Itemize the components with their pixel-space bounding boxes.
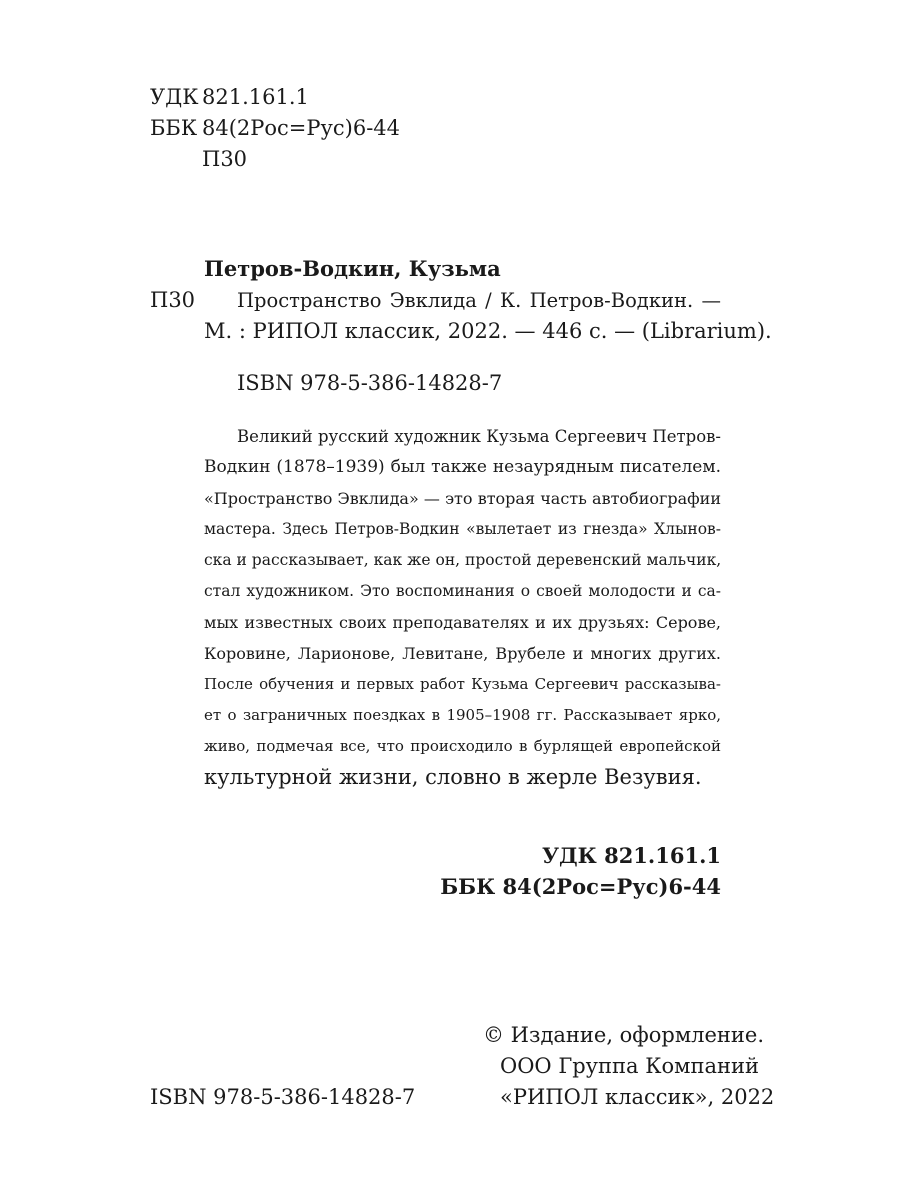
copyright-line: «РИПОЛ классик», 2022 (500, 1085, 775, 1109)
footer-udk: УДК 821.161.1 (541, 843, 721, 868)
annotation-line: Коровине, Ларионове, Левитане, Врубеле и многих других. (204, 644, 721, 663)
annotation-line: Великий русский художник Кузьма Сергеевич Петров- (237, 427, 721, 446)
bibliographic-line: М. : РИПОЛ классик, 2022. — 446 с. — (Librarium). (204, 319, 772, 343)
author-heading: Петров-Водкин, Кузьма (204, 256, 501, 281)
annotation-line: живо, подмечая все, что происходило в бурлящей европейской (204, 737, 721, 755)
udk-value: 821.161.1 (202, 85, 309, 109)
copyright-line: ООО Группа Компаний (500, 1054, 759, 1078)
annotation-line: мых известных своих преподавателях и их друзьях: Серове, (204, 613, 721, 632)
bbk-value: 84(2Рос=Рус)6-44 (202, 116, 401, 140)
isbn-line: ISBN 978-5-386-14828-7 (237, 371, 503, 395)
udk-label: УДК (150, 85, 199, 109)
annotation-line: После обучения и первых работ Кузьма Сергеевич рассказыва- (204, 675, 721, 693)
annotation-line: ска и рассказывает, как же он, простой деревенский мальчик, (204, 551, 722, 569)
bbk-label: ББК (150, 116, 198, 140)
annotation-line: «Пространство Эвклида» — это вторая часть автобиографии (204, 489, 721, 508)
bibliographic-line: Пространство Эвклида / К. Петров-Водкин. — (237, 289, 721, 312)
annotation-line: стал художником. Это воспоминания о своей молодости и са- (204, 582, 721, 600)
footer-isbn: ISBN 978-5-386-14828-7 (150, 1085, 416, 1109)
annotation-line: ет о заграничных поездках в 1905–1908 гг. Рассказывает ярко, (204, 706, 721, 724)
footer-bbk: ББК 84(2Рос=Рус)6-44 (440, 874, 721, 899)
index-code: П30 (150, 288, 196, 312)
annotation-line: культурной жизни, словно в жерле Везувия. (204, 765, 702, 789)
annotation-line: мастера. Здесь Петров-Водкин «вылетает из гнезда» Хлынов- (204, 520, 721, 538)
copyright-line: © Издание, оформление. (483, 1023, 765, 1047)
author-mark-value: П30 (202, 147, 248, 171)
annotation-line: Водкин (1878–1939) был также незаурядным писателем. (204, 457, 721, 477)
